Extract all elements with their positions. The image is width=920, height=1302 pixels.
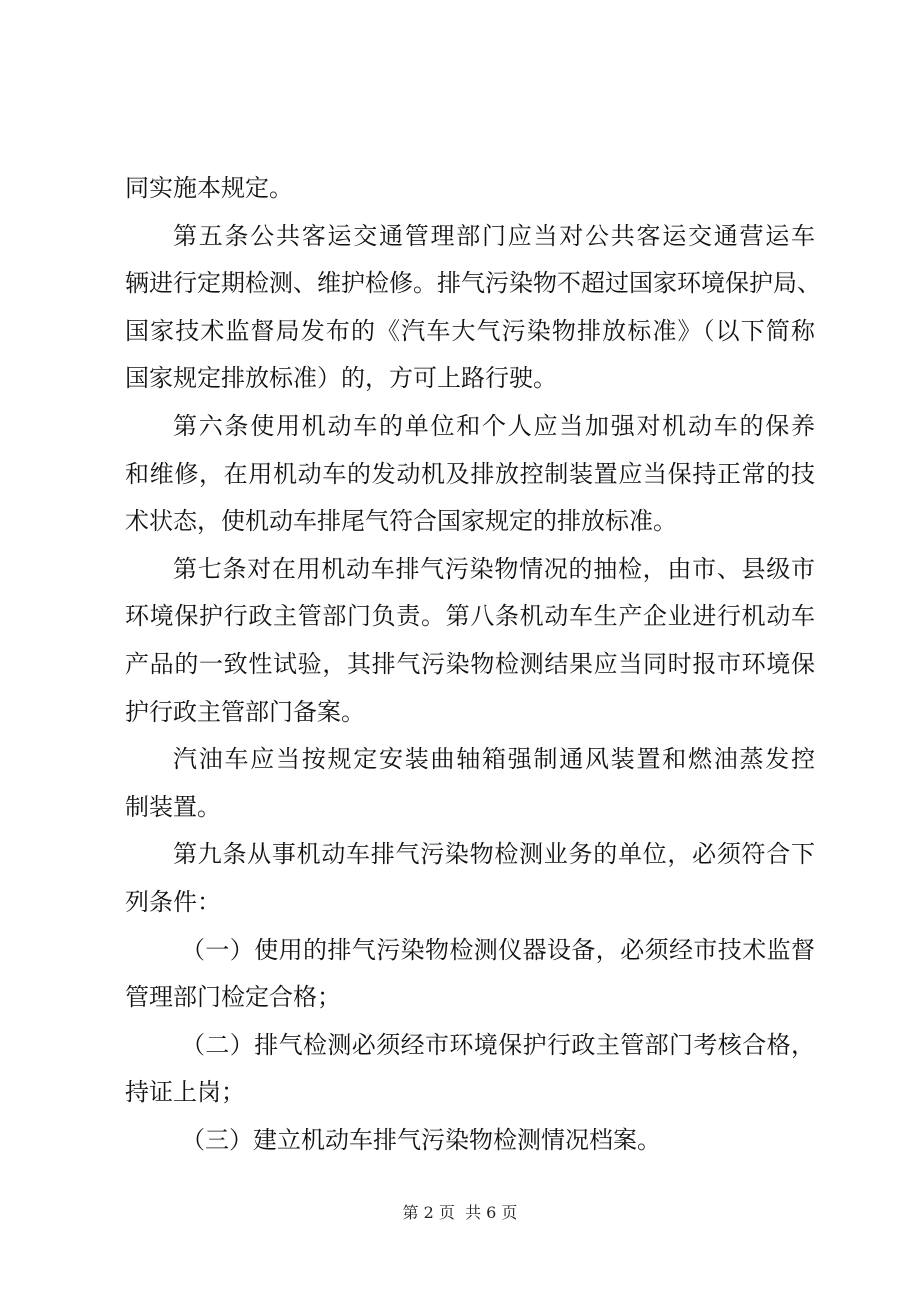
text-line: 国家规定排放标准）的，方可上路行驶。	[125, 364, 557, 393]
text-line: 制装置。	[125, 792, 221, 821]
text-line: （二）排气检测必须经市环境保护行政主管部门考核合格，	[181, 1030, 815, 1059]
text-line: 术状态，使机动车排尾气符合国家规定的排放标准。	[125, 507, 677, 536]
text-line: 持证上岗；	[125, 1078, 245, 1107]
text-line: 第五条公共客运交通管理部门应当对公共客运交通营运车	[173, 221, 815, 250]
text-line: 列条件：	[125, 887, 221, 916]
document-body	[125, 165, 821, 1164]
text-line: （三）建立机动车排气污染物检测情况档案。	[181, 1125, 661, 1154]
text-line: 第六条使用机动车的单位和个人应当加强对机动车的保养	[173, 411, 815, 440]
text-line: 护行政主管部门备案。	[125, 697, 365, 726]
text-line: 产品的一致性试验，其排气污染物检测结果应当同时报市环境保	[125, 649, 815, 678]
text-line: 和维修，在用机动车的发动机及排放控制装置应当保持正常的技	[125, 459, 815, 488]
text-line: 第七条对在用机动车排气污染物情况的抽检，由市、县级市	[173, 554, 815, 583]
page-number-footer: 第 2 页 共 6 页	[402, 1203, 518, 1222]
text-line: 管理部门检定合格；	[125, 983, 341, 1012]
text-line: 环境保护行政主管部门负责。第八条机动车生产企业进行机动车	[125, 602, 815, 631]
text-line: 汽油车应当按规定安装曲轴箱强制通风装置和燃油蒸发控	[173, 745, 815, 774]
text-line: 国家技术监督局发布的《汽车大气污染物排放标准》（以下简称	[125, 316, 815, 345]
text-line: 辆进行定期检测、维护检修。排气污染物不超过国家环境保护局、	[125, 269, 821, 298]
text-line: 第九条从事机动车排气污染物检测业务的单位，必须符合下	[173, 840, 815, 869]
text-line: 同实施本规定。	[125, 174, 293, 202]
text-line: （一）使用的排气污染物检测仪器设备，必须经市技术监督	[181, 935, 815, 964]
